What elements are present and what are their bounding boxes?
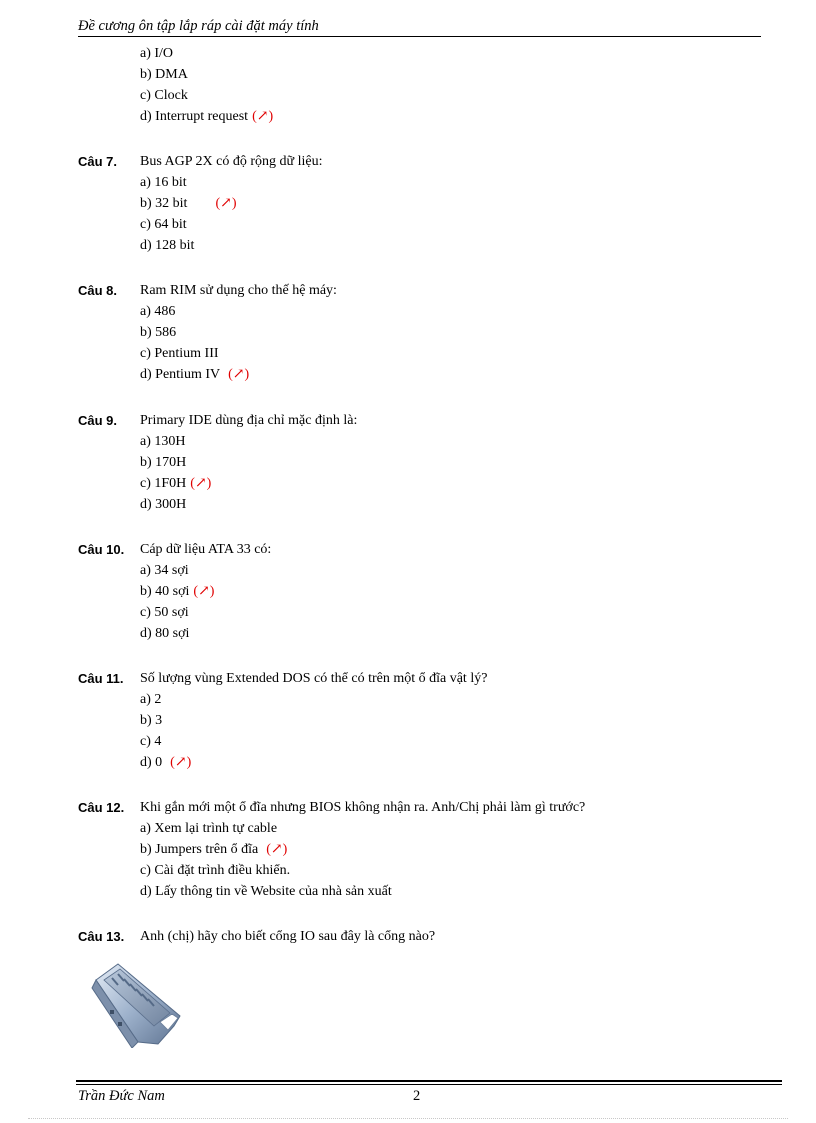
option-item: a) 486 — [140, 304, 176, 319]
option-item: d) Lấy thông tin về Website của nhà sản xuất — [140, 884, 392, 899]
question-11 — [78, 668, 768, 773]
question-7 — [78, 151, 768, 256]
answer-mark: (↗) — [190, 476, 212, 491]
question-text: Ram RIM sử dụng cho thế hệ máy: — [140, 283, 337, 298]
option-item: d) 0 (↗) — [140, 755, 192, 770]
question-number: Câu 10. — [78, 542, 125, 557]
option-item: b) DMA — [140, 67, 188, 82]
question-8 — [78, 280, 768, 385]
option-item: a) I/O — [140, 46, 174, 61]
footer-author: Trần Đức Nam — [78, 1088, 165, 1104]
question-9 — [78, 410, 768, 515]
footer-divider — [76, 1080, 782, 1082]
question-text: Khi gắn mới một ổ đĩa nhưng BIOS không nhận ra. Anh/Chị phải làm gì trước? — [140, 800, 586, 815]
question-number: Câu 9. — [78, 413, 118, 428]
question-text: Số lượng vùng Extended DOS có thể có trên một ổ đĩa vật lý? — [140, 671, 488, 686]
page-edge — [28, 1118, 788, 1119]
question-text: Cáp dữ liệu ATA 33 có: — [140, 542, 272, 557]
question-number: Câu 11. — [78, 671, 124, 686]
question-text: Primary IDE dùng địa chỉ mặc định là: — [140, 413, 358, 428]
option-item: a) 16 bit — [140, 175, 187, 190]
answer-mark: (↗) — [266, 842, 288, 857]
footer-divider — [76, 1084, 782, 1085]
option-item: c) Cài đặt trình điều khiển. — [140, 863, 291, 878]
answer-mark: (↗) — [252, 109, 274, 124]
page-header — [78, 16, 761, 37]
option-item: c) Pentium III — [140, 346, 219, 361]
option-item: d) Interrupt request (↗) — [140, 109, 274, 124]
header-title: Đề cương ôn tập lắp ráp cài đặt máy tính — [78, 18, 319, 34]
question-text: Anh (chị) hãy cho biết cổng IO sau đây là cổng nào? — [140, 929, 436, 944]
option-item: b) 3 — [140, 713, 163, 728]
io-port-image — [88, 958, 188, 1048]
option-item: b) 40 sợi (↗) — [140, 584, 215, 599]
option-item: a) 34 sợi — [140, 563, 189, 578]
question-text: Bus AGP 2X có độ rộng dữ liệu: — [140, 154, 323, 169]
option-item: d) 80 sợi — [140, 626, 190, 641]
option-item: d) 300H — [140, 497, 187, 512]
page-number: 2 — [413, 1088, 421, 1104]
option-item: c) 4 — [140, 734, 162, 749]
answer-mark: (↗) — [170, 755, 192, 770]
option-item: c) Clock — [140, 88, 188, 103]
option-item: b) Jumpers trên ổ đĩa (↗) — [140, 842, 288, 857]
question-10 — [78, 539, 768, 644]
option-item: a) 130H — [140, 434, 186, 449]
previous-question-options — [140, 43, 273, 127]
option-item: b) 32 bit (↗) — [140, 196, 237, 211]
question-number: Câu 12. — [78, 800, 125, 815]
question-number: Câu 7. — [78, 154, 118, 169]
connector-icon — [88, 958, 188, 1048]
answer-mark: (↗) — [193, 584, 215, 599]
question-number: Câu 13. — [78, 929, 125, 944]
option-item: c) 1F0H (↗) — [140, 476, 212, 491]
option-item: b) 170H — [140, 455, 187, 470]
answer-mark: (↗) — [228, 367, 250, 382]
question-13 — [78, 926, 768, 947]
option-item: a) Xem lại trình tự cable — [140, 821, 278, 836]
option-item: c) 50 sợi — [140, 605, 189, 620]
option-item: b) 586 — [140, 325, 177, 340]
option-item: c) 64 bit — [140, 217, 187, 232]
question-number: Câu 8. — [78, 283, 118, 298]
answer-mark: (↗) — [215, 196, 237, 211]
question-12 — [78, 797, 768, 902]
option-item: d) Pentium IV (↗) — [140, 367, 250, 382]
option-item: d) 128 bit — [140, 238, 195, 253]
option-item: a) 2 — [140, 692, 162, 707]
